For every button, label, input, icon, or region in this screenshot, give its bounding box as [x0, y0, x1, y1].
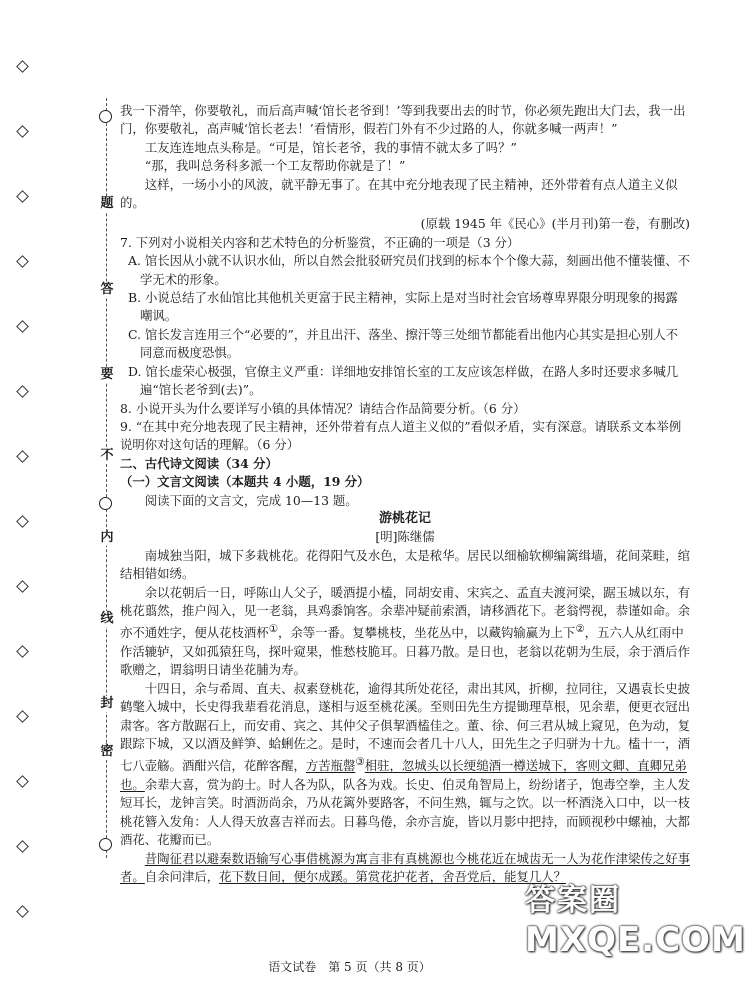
- option-d: D. 馆长虚荣心极强，官僚主义严重：详细地安排馆长室的工友应该怎样做，在路人多时还要求多喊几遍“馆长老爷到(去)”。: [128, 363, 679, 398]
- margin-diamond: [16, 775, 29, 788]
- watermark-line: 答案圈: [525, 883, 621, 918]
- margin-char: 密: [98, 744, 116, 760]
- margin-char: 封: [98, 696, 116, 712]
- margin-char: 不: [98, 448, 116, 464]
- essay-paragraph: [120, 584, 690, 680]
- seal-circle: [99, 110, 112, 123]
- essay-text: 钩输赢为上下: [500, 625, 576, 641]
- margin-diamond: [16, 840, 29, 853]
- essay-text: 十四日，余与希周、直夫、叔素登桃花，逾得其所处花径，肃出其风，折柳，拉同往，又遇袁长史披鹤氅入城中，长史得我辈看花消息，遂相与返至桃花溪。至则田先生方提锄理草根，见余辈，便更衣冠出肃客。客方散踞石上，而安甫、宾之、其仲父子俱挈酒榼佳之。董、徐、何三君从城上窥见，色为动，复跟踪下城，又以酒及鲜笋、蛤蜊佐之。是时，不速而会者几十八人，田先生之子归骈为十九。榼十一，酒七八壶觞。酒酣兴信，花醉客醒，: [120, 680, 690, 774]
- essay-author: [明]陈继儒: [375, 529, 435, 545]
- seal-circle: [99, 838, 112, 851]
- binding-margin: [0, 0, 114, 982]
- margin-diamond: [16, 580, 29, 593]
- margin-diamond: [16, 125, 29, 138]
- subsection-heading: （一）文言文阅读（本题共 4 小题，19 分）: [120, 474, 370, 490]
- section-heading: 二、古代诗文阅读（34 分）: [120, 455, 278, 471]
- essay-paragraph: [120, 850, 690, 887]
- essay-text: 余以花朝后一日，呼陈山人父子，暖酒提小榼，同胡安甫、宋宾之、孟直夫渡河梁，踞玉: [144, 584, 629, 600]
- option-a: A. 馆长因从小就不认识水仙，所以自然会批驳研究员们找到的标本个个像大蒜，刻画出他不懂装懂、不学无术的形象。: [128, 253, 691, 287]
- margin-diamond: [16, 255, 29, 268]
- margin-char: 线: [98, 611, 116, 627]
- margin-diamond: [16, 645, 29, 658]
- question-9: 9. “在其中充分地表现了民主精神，还外带着有点人道主义似的”看似矛盾，实有深意。请联系文本举例说明你对这句话的理解。（6 分）: [120, 418, 682, 453]
- margin-diamond: [16, 60, 29, 73]
- essay-text: 自余问津后，: [144, 868, 220, 884]
- margin-diamond: [16, 905, 29, 918]
- underlined-text: 昔陶征君以避秦数语输写心事借桃源为寓言非有真桃源也今桃花近在城齿无一人为花作津梁传之好事者。: [120, 850, 690, 884]
- essay-text: ，五六人从红雨中作活辘轳，又如孤猿狂鸟，探叶窥果，惟愁枝脆耳。日暮乃散。是日也，老翁以花朝为生辰，余于酒后作歌赠之，谓翁明日请坐花脯为寿。: [120, 625, 690, 678]
- underlined-text: 方苦瓶罄: [305, 758, 356, 774]
- footnote-marker: ②: [575, 623, 585, 636]
- margin-char: 内: [98, 530, 116, 546]
- story-paragraph: “那，我叫总务科多派一个工友帮助你就是了！”: [144, 158, 406, 174]
- story-paragraph: 工友连连地点头称是。“可是，馆长老爷，我的事情不就太多了吗？”: [144, 139, 517, 155]
- watermark-line: MXQE.COM: [525, 920, 746, 960]
- story-paragraph: 我一下滑竿，你要敬礼，而后高声喊‘馆长老爷到！’等到我要出去的时节，你必须先跑出大门去，我一出门，你要敬礼，高声喊‘馆长老去！’看情形，假若门外有不少过路的人，你就多喊一两声！”: [120, 103, 686, 137]
- margin-diamond: [16, 515, 29, 528]
- essay-text: 翁愕视，恭谨如命。余亦不通姓字，便从花枝酒杯: [120, 602, 690, 641]
- footnote-marker: ③: [355, 756, 365, 769]
- margin-diamond: [16, 320, 29, 333]
- margin-diamond: [16, 450, 29, 463]
- essay-paragraph: 南城独当阳，城下多栽桃花。花得阳气及水色，太是秾华。居民以细榆软柳编篱缉墙，花间菜畦，绾结相错如绣。: [120, 547, 690, 582]
- seal-circle: [99, 497, 112, 510]
- margin-char: 要: [98, 367, 116, 383]
- option-c: C. 馆长发言连用三个“必要的”，并且出汗、落坐、擦汗等三处细节都能看出他内心其实是担心别人不同意而极度恐惧。: [128, 326, 678, 361]
- margin-char: 答: [98, 282, 116, 298]
- site-watermark: [525, 882, 746, 978]
- margin-diamond: [16, 190, 29, 203]
- margin-diamond: [16, 710, 29, 723]
- underlined-text: 花下数日间，便尔成蹊。第赏花护花者，舍吾党后，能复几人？: [219, 868, 567, 884]
- option-b: B. 小说总结了水仙馆比其他机关更富于民主精神，实际上是对当时社会官场尊卑界限分明现象的揭露嘲讽。: [128, 290, 678, 324]
- main-content: [120, 102, 690, 886]
- essay-text: 余辈大喜，赏为韵士。时人各为队，队各为戏。长史、伯灵角智局上，纷纷诸子，饱毒空拳，主人发短耳长，龙钟言笑。时酒沥尚余，乃从花篱外要路客，不问生熟，辄与之饮。以一杯酒浇入口中，以一枝桃花簪入发角：人人得天放喜吉祥而去。日暮鸟倦，余亦言旋，皆以月影中把持，而顾视秒中螺袖，大都酒花、花瓣而已。: [120, 776, 690, 848]
- essay-paragraph: [120, 680, 690, 850]
- margin-diamond: [16, 385, 29, 398]
- footnote-marker: ①: [268, 623, 278, 636]
- essay-text: 城以东，有桃花翦然，推户闯入，见一老翁，具鸡黍饷客。余辈冲疑前索酒，请移酒花下。老: [120, 584, 690, 618]
- margin-char: 题: [98, 196, 116, 212]
- story-source: (原载 1945 年《民心》(半月刊)第一卷，有删改): [420, 216, 690, 232]
- story-paragraph: 这样，一场小小的风波，就平静无事了。在其中充分地表现了民主精神，还外带着有点人道主义似的。: [120, 176, 678, 211]
- essay-text: ，余等一番。复攀桃枝，坐花丛中，以藏: [277, 625, 501, 641]
- page-footer: 语文试卷 第 5 页（共 8 页）: [268, 960, 431, 974]
- underlined-text: 相驻，忽城头以长绠缒酒一樽送城下，客则文卿、直卿兄弟也。: [120, 758, 687, 792]
- essay-title: 游桃花记: [378, 510, 431, 526]
- question-7: 7. 下列对小说相关内容和艺术特色的分析鉴赏，不正确的一项是（3 分）: [120, 234, 520, 250]
- reading-instruction: 阅读下面的文言文，完成 10—13 题。: [144, 492, 358, 508]
- question-8: 8. 小说开头为什么要详写小镇的具体情况？请结合作品简要分析。（6 分）: [120, 400, 526, 416]
